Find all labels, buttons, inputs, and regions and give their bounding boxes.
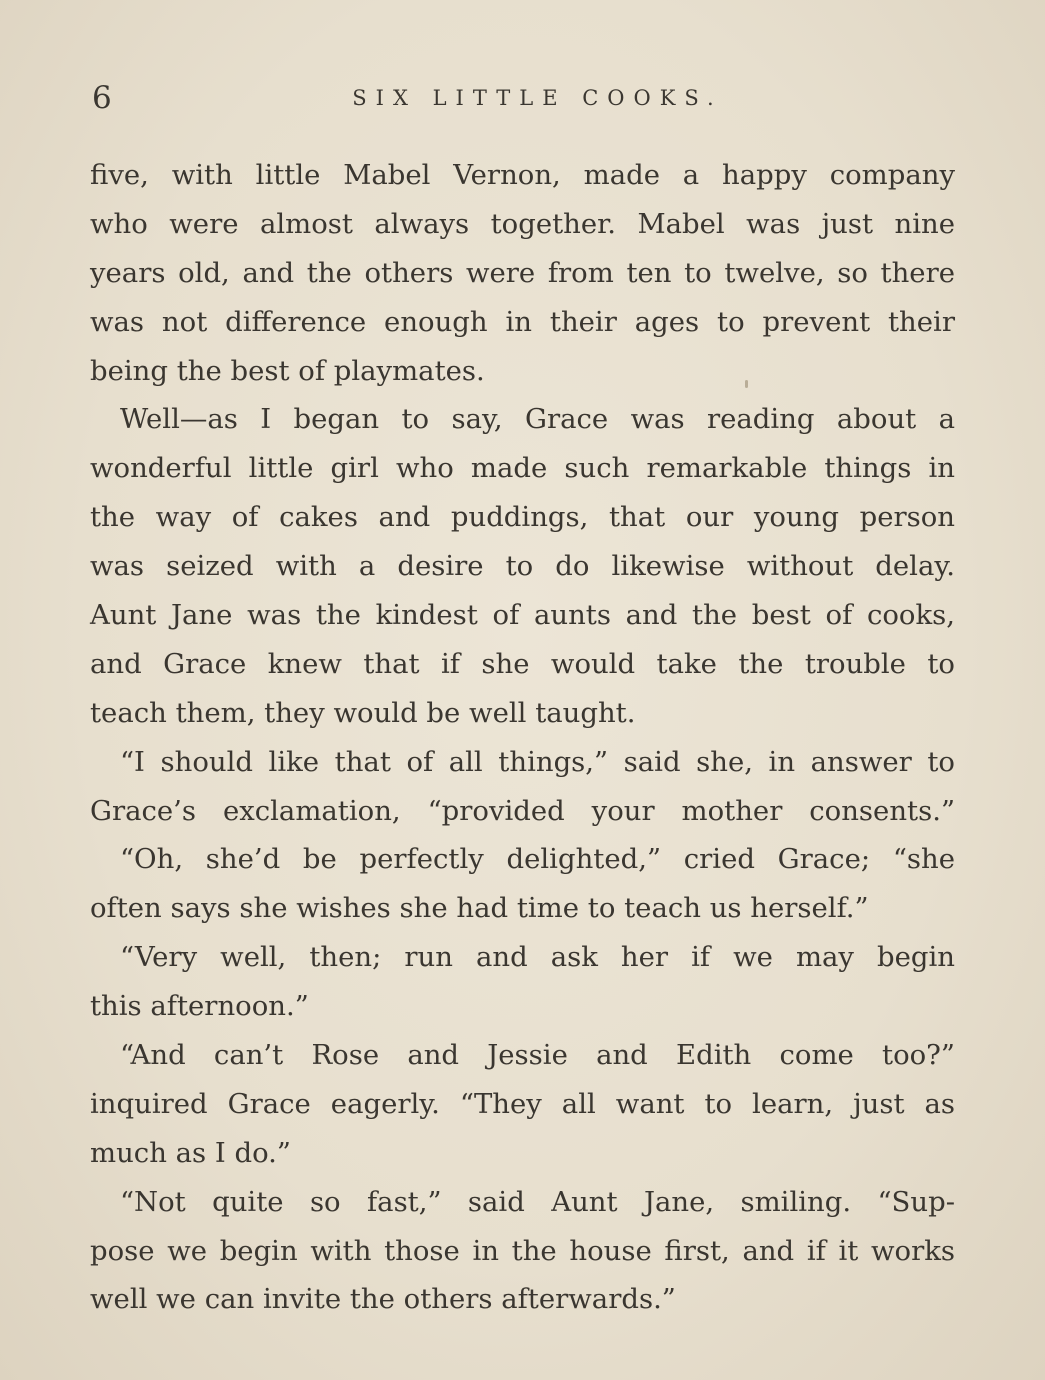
text-line: years old, and the others were from ten to twelve, so there	[90, 256, 955, 289]
text-line: “And can’t Rose and Jessie and Edith come too?”	[120, 1039, 955, 1072]
text-line: and Grace knew that if she would take the trouble to	[90, 647, 955, 680]
text-line: was not difference enough in their ages to prevent their	[90, 305, 955, 338]
page-header	[90, 76, 955, 120]
text-line: wonderful little girl who made such remarkable things in	[90, 452, 955, 485]
text-line: “Not quite so fast,” said Aunt Jane, smiling. “Sup-	[120, 1185, 955, 1218]
running-head: SIX LITTLE COOKS.	[352, 86, 723, 110]
text-line: who were almost always together. Mabel was just nine	[90, 207, 955, 240]
text-line: often says she wishes she had time to teach us herself.”	[90, 892, 869, 925]
body-text	[90, 151, 955, 1324]
text-line: five, with little Mabel Vernon, made a happy company	[90, 159, 955, 191]
text-line: Grace’s exclamation, “provided your mother consents.”	[90, 794, 955, 827]
page-number: 6	[92, 80, 112, 116]
text-line: was seized with a desire to do likewise without delay.	[90, 550, 955, 583]
text-line: much as I do.”	[90, 1136, 291, 1169]
text-line: the way of cakes and puddings, that our young person	[90, 501, 955, 534]
text-line: teach them, they would be well taught.	[90, 696, 636, 729]
text-line: being the best of playmates.	[90, 354, 485, 387]
text-line: well we can invite the others afterwards.”	[90, 1283, 676, 1316]
text-line: “I should like that of all things,” said she, in answer to	[120, 745, 955, 778]
text-line: pose we begin with those in the house first, and if it works	[90, 1234, 955, 1267]
text-line: “Oh, she’d be perfectly delighted,” cried Grace; “she	[120, 843, 955, 876]
text-line: “Very well, then; run and ask her if we may begin	[120, 941, 955, 974]
text-line: Well—as I began to say, Grace was reading about a	[120, 403, 955, 436]
paper-speck	[745, 380, 748, 388]
text-line: this afternoon.”	[90, 990, 309, 1023]
text-line: inquired Grace eagerly. “They all want to learn, just as	[90, 1087, 955, 1120]
text-line: Aunt Jane was the kindest of aunts and the best of cooks,	[90, 599, 955, 632]
